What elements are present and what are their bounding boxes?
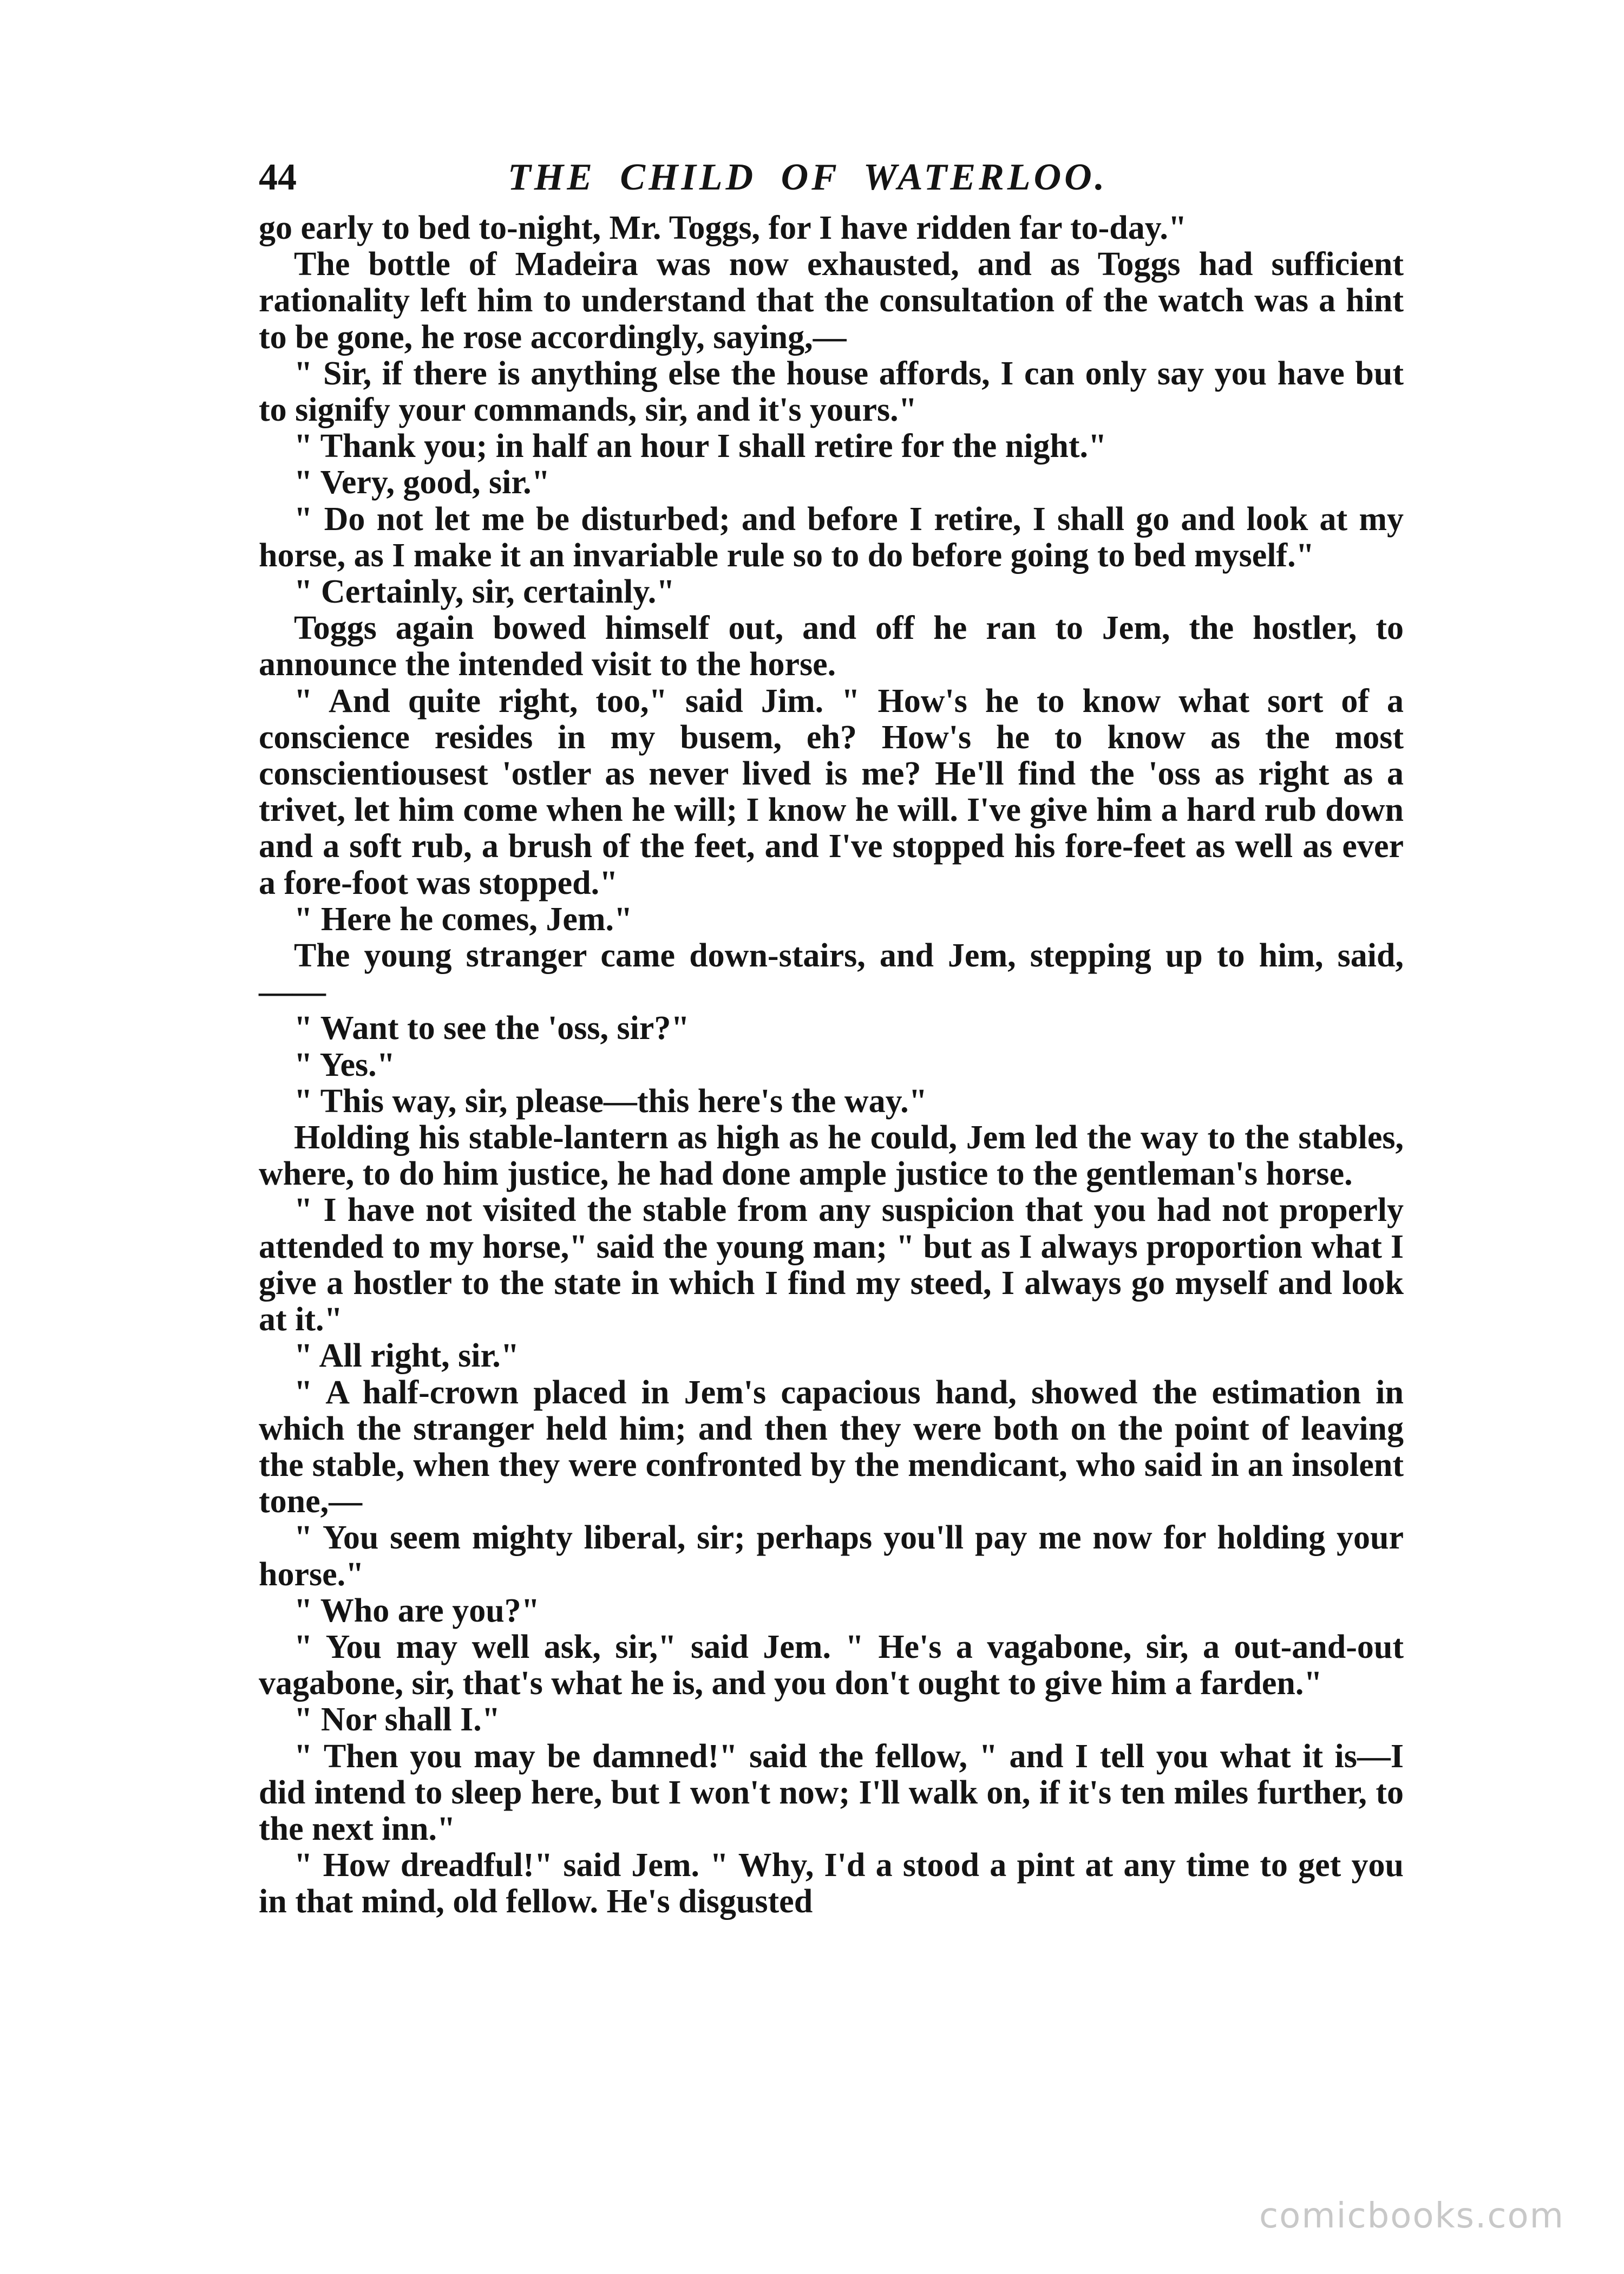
paragraph: " All right, sir." bbox=[294, 1337, 520, 1375]
paragraph: " A half-crown placed in Jem's capacious hand, showed the estimation in which the stranger held him; and then they were both on the point of leaving the stable, when they were confronted by the mendicant, who said in an insolent tone,— bbox=[259, 1374, 1404, 1520]
paragraph: " This way, sir, please—this here's the way." bbox=[294, 1082, 928, 1120]
paragraph: " Here he comes, Jem." bbox=[294, 900, 633, 938]
paragraph: The bottle of Madeira was now exhausted, and as Toggs had sufficient rationality left him to understand that the consultation of the watch was a hint to be gone, he rose accordingly, saying,— bbox=[259, 246, 1404, 356]
paragraph: Holding his stable-lantern as high as he could, Jem led the way to the stables, where, to do him justice, he had done ample justice to the gentleman's horse. bbox=[259, 1119, 1404, 1193]
paragraph: " Nor shall I." bbox=[294, 1701, 501, 1739]
paragraph: " Want to see the 'oss, sir?" bbox=[294, 1010, 690, 1047]
paragraph: go early to bed to-night, Mr. Toggs, for I have ridden far to-day." bbox=[259, 210, 1187, 246]
watermark: comicbooks.com bbox=[1259, 2196, 1564, 2236]
paragraph: " Do not let me be disturbed; and before I retire, I shall go and look at my horse, as I make it an invariable rule so to do before going to bed myself." bbox=[259, 500, 1404, 574]
paragraph: Toggs again bowed himself out, and off he ran to Jem, the hostler, to announce the intended visit to the horse. bbox=[259, 610, 1404, 683]
paragraph: " Who are you?" bbox=[294, 1592, 540, 1629]
body-text bbox=[259, 210, 1404, 1920]
paragraph: " You seem mighty liberal, sir; perhaps you'll pay me now for holding your horse." bbox=[259, 1519, 1404, 1593]
running-head bbox=[259, 146, 1404, 210]
page-number: 44 bbox=[259, 156, 297, 198]
paragraph: " Then you may be damned!" said the fellow, " and I tell you what it is—I did intend to sleep here, but I won't now; I'll walk on, if it's ten miles further, to the next inn." bbox=[259, 1737, 1404, 1847]
paragraph: " I have not visited the stable from any suspicion that you had not properly attended to my horse," said the young man; " but as I always proportion what I give a hostler to the state in which I find my steed, I always go myself and look at it." bbox=[259, 1192, 1404, 1338]
paragraph: " Very, good, sir." bbox=[294, 464, 551, 501]
paragraph: " Thank you; in half an hour I shall retire for the night." bbox=[294, 428, 1107, 465]
paragraph: " Certainly, sir, certainly." bbox=[294, 573, 675, 611]
paragraph: " You may well ask, sir," said Jem. " He's a vagabone, sir, a out-and-out vagabone, sir, that's what he is, and you don't ought to give him a farden." bbox=[259, 1628, 1404, 1702]
paragraph: " How dreadful!" said Jem. " Why, I'd a stood a pint at any time to get you in that mind, old fellow. He's disgusted bbox=[259, 1847, 1404, 1920]
running-title: THE CHILD OF WATERLOO. bbox=[508, 156, 1108, 198]
paragraph: The young stranger came down-stairs, and Jem, stepping up to him, said,—— bbox=[259, 937, 1404, 1011]
paragraph: " And quite right, too," said Jim. " How's he to know what sort of a conscience resides in my busem, eh? How's he to know as the most conscientiousest 'ostler as never lived is me? He'll find the 'oss as right as a trivet, let him come when he will; I know he will. I've give him a hard rub down and a soft rub, a brush of the feet, and I've stopped his fore-feet as well as ever a fore-foot was stopped." bbox=[259, 682, 1404, 901]
paragraph: " Yes." bbox=[294, 1046, 396, 1083]
book-page bbox=[259, 146, 1404, 1920]
paragraph: " Sir, if there is anything else the house affords, I can only say you have but to signify your commands, sir, and it's yours." bbox=[259, 355, 1404, 429]
